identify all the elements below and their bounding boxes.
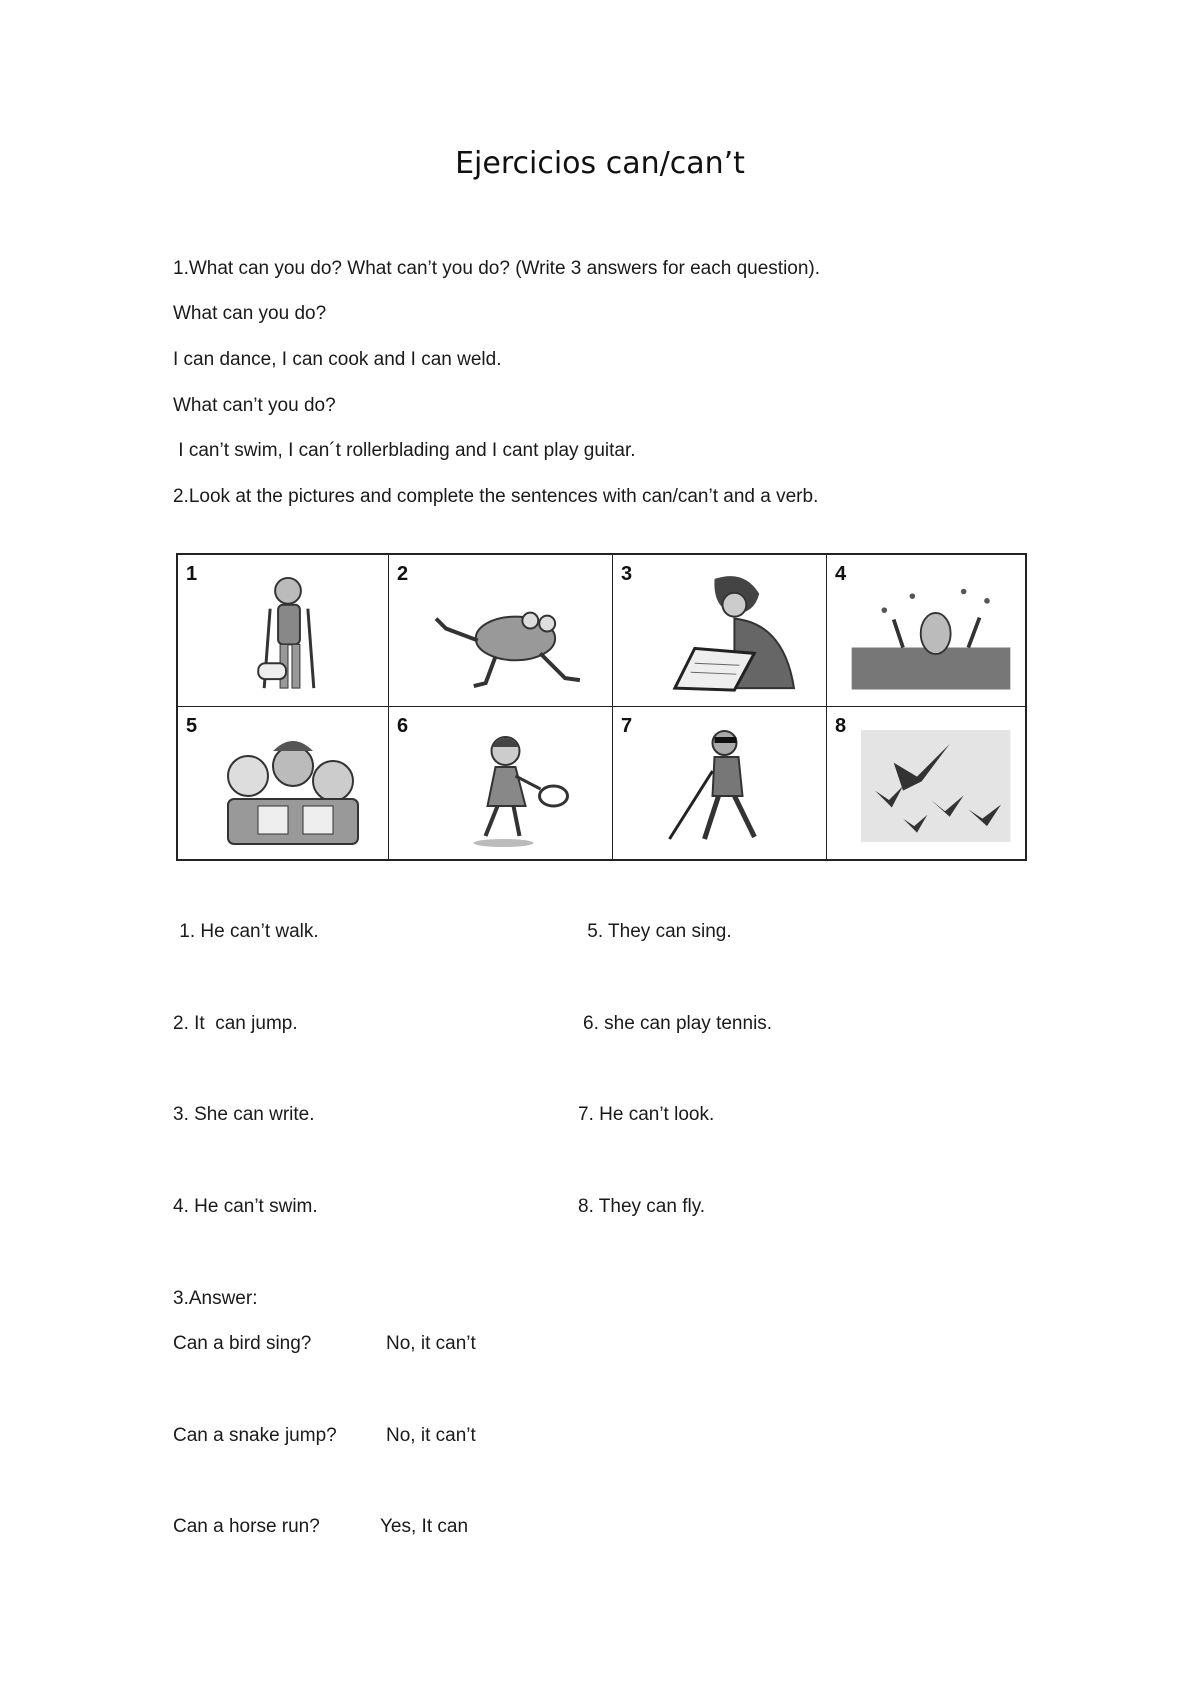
answer-bird-sing: No, it can’t xyxy=(386,1333,476,1354)
picture-number: 8 xyxy=(835,715,847,737)
answer-2: 2. It can jump. xyxy=(173,1013,298,1034)
question-horse-run: Can a horse run? xyxy=(173,1516,320,1537)
picture-number: 3 xyxy=(621,563,633,585)
picture-cell-8 xyxy=(827,707,1025,859)
question-snake-jump: Can a snake jump? xyxy=(173,1425,337,1446)
person-drowning-icon xyxy=(847,569,1015,698)
answer-what-can: I can dance, I can cook and I can weld. xyxy=(173,349,502,370)
picture-cell-7 xyxy=(613,707,827,859)
answer-5: 5. They can sing. xyxy=(582,921,732,942)
answer-what-cant: I can’t swim, I can´t rollerblading and I cant play guitar. xyxy=(173,440,636,461)
answer-6: 6. she can play tennis. xyxy=(583,1013,773,1034)
exercise-2-instruction: 2.Look at the pictures and complete the sentences with can/can’t and a verb. xyxy=(173,486,819,507)
picture-number: 1 xyxy=(186,563,198,585)
answer-1: 1. He can’t walk. xyxy=(174,921,319,942)
picture-number: 5 xyxy=(186,715,198,737)
answer-snake-jump: No, it can’t xyxy=(386,1425,476,1446)
blind-man-walking-icon xyxy=(633,721,816,851)
girl-playing-tennis-icon xyxy=(409,721,602,851)
exercise-1-instruction: 1.What can you do? What can’t you do? (Write 3 answers for each question). xyxy=(173,258,821,279)
picture-cell-6 xyxy=(389,707,613,859)
picture-grid xyxy=(176,553,1027,861)
children-singing-icon xyxy=(198,721,378,851)
answer-3: 3. She can write. xyxy=(173,1104,315,1125)
answer-4: 4. He can’t swim. xyxy=(173,1196,318,1217)
picture-number: 7 xyxy=(621,715,633,737)
picture-cell-1 xyxy=(178,555,389,707)
picture-cell-5 xyxy=(178,707,389,859)
question-what-cant: What can’t you do? xyxy=(173,395,336,416)
picture-number: 2 xyxy=(397,563,409,585)
person-writing-icon xyxy=(633,569,816,698)
birds-flying-icon xyxy=(847,721,1015,851)
answer-7: 7. He can’t look. xyxy=(578,1104,715,1125)
boy-on-crutches-icon xyxy=(198,569,378,698)
answer-horse-run: Yes, It can xyxy=(380,1516,469,1537)
answer-8: 8. They can fly. xyxy=(578,1196,706,1217)
page-title: Ejercicios can/can’t xyxy=(455,146,745,181)
picture-cell-3 xyxy=(613,555,827,707)
picture-number: 6 xyxy=(397,715,409,737)
picture-cell-4 xyxy=(827,555,1025,707)
frog-jumping-icon xyxy=(409,569,602,698)
exercise-3-instruction: 3.Answer: xyxy=(173,1288,258,1309)
picture-cell-2 xyxy=(389,555,613,707)
question-what-can: What can you do? xyxy=(173,303,327,324)
question-bird-sing: Can a bird sing? xyxy=(173,1333,312,1354)
picture-number: 4 xyxy=(835,563,847,585)
